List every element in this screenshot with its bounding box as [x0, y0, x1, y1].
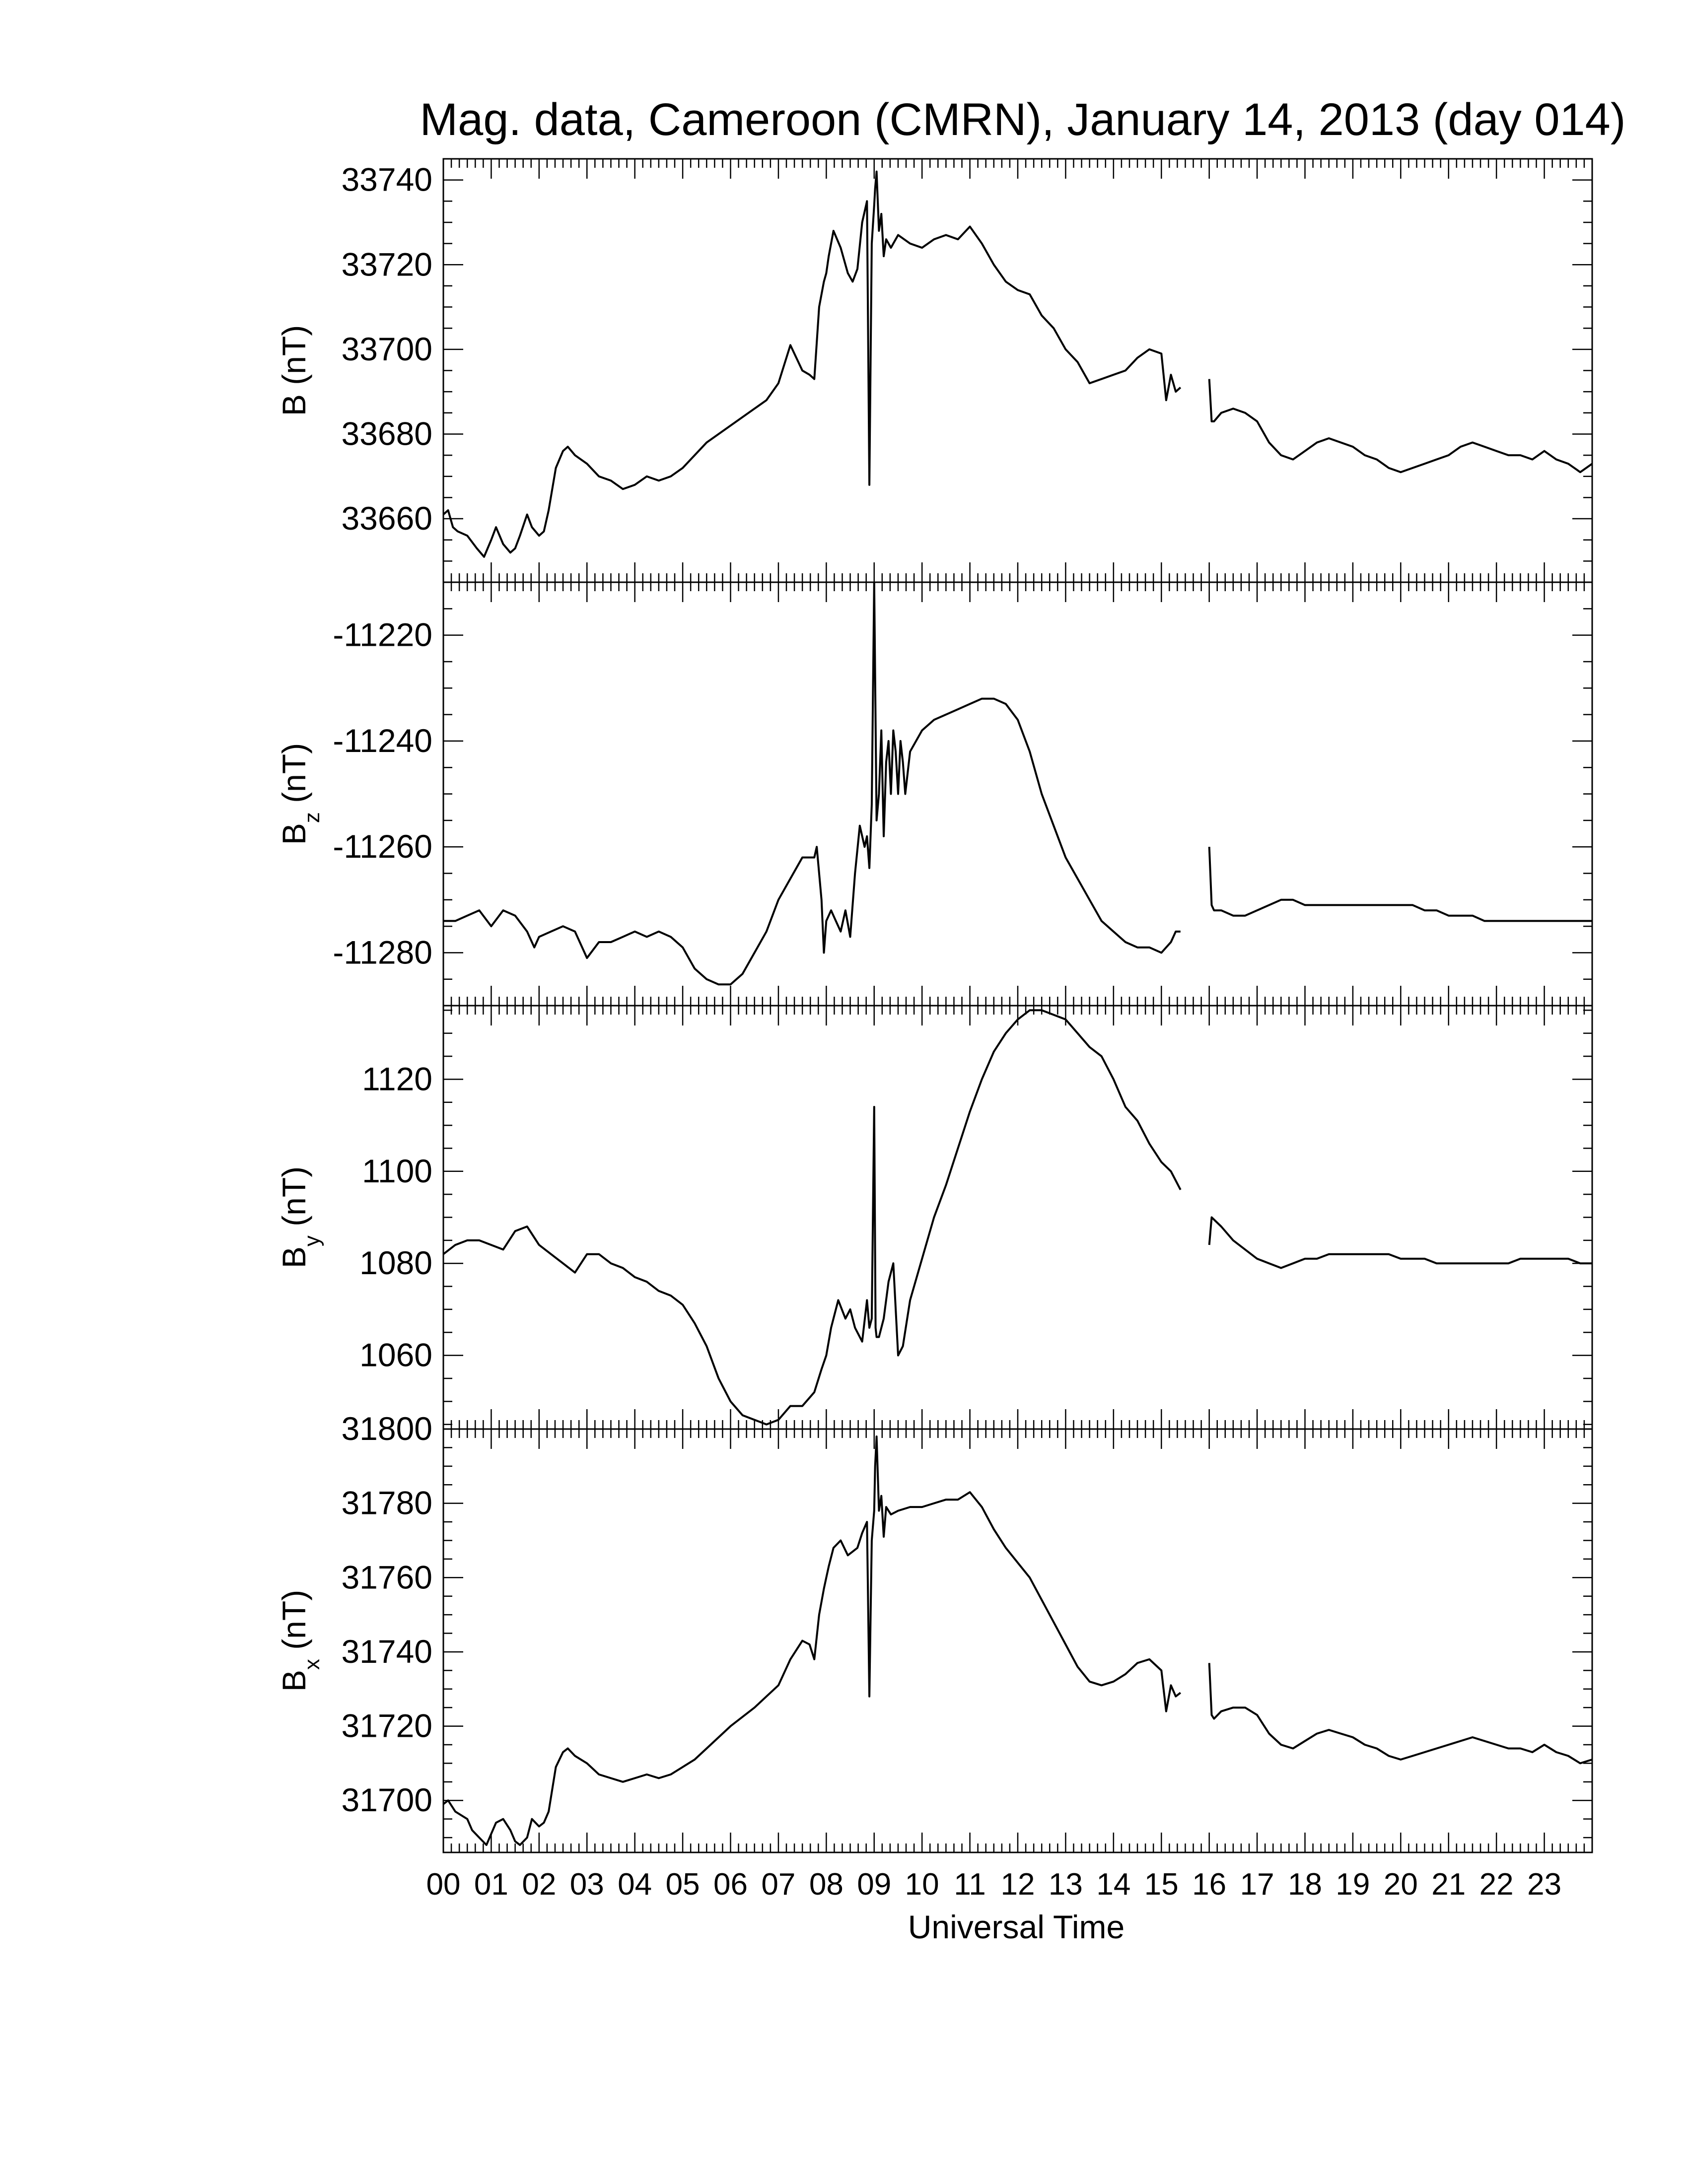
x-tick-label: 18: [1288, 1867, 1322, 1902]
y-tick-label: -11240: [333, 722, 432, 759]
x-tick-label: 01: [474, 1867, 508, 1902]
y-tick-label: 33700: [341, 330, 432, 367]
y-axis-label-spacer: [276, 385, 312, 394]
y-tick-label: 1100: [362, 1152, 432, 1189]
y-tick-label: 31740: [341, 1633, 432, 1670]
y-tick-label: 1060: [359, 1336, 432, 1373]
y-axis-label-sub: x: [300, 1659, 324, 1670]
y-axis-label-spacer: [276, 1650, 312, 1659]
x-tick-label: 10: [905, 1867, 939, 1902]
x-tick-label: 03: [569, 1867, 604, 1902]
x-tick-label: 16: [1192, 1867, 1227, 1902]
x-tick-label: 15: [1144, 1867, 1179, 1902]
y-axis-label-Bz: [276, 743, 324, 845]
x-tick-label: 13: [1048, 1867, 1083, 1902]
x-tick-label: 20: [1383, 1867, 1418, 1902]
series-line-B-segment-1: [1209, 379, 1592, 473]
y-tick-label: 31780: [341, 1484, 432, 1521]
x-tick-label: 12: [1000, 1867, 1035, 1902]
y-axis-label-spacer: [276, 1227, 312, 1235]
x-tick-label: 06: [713, 1867, 748, 1902]
y-axis-label-By: [276, 1166, 324, 1268]
y-tick-label: 33660: [341, 500, 432, 537]
series-line-Bx-segment-1: [1209, 1663, 1592, 1763]
panel-frame-Bz: [443, 582, 1592, 1006]
y-axis-label-main: B: [276, 823, 312, 845]
y-tick-label: -11220: [333, 616, 432, 653]
panel-By: [276, 1006, 1592, 1429]
x-tick-label: 00: [426, 1867, 461, 1902]
y-tick-label: 33740: [341, 161, 432, 198]
y-axis-label-main: B: [276, 1670, 312, 1692]
x-tick-label: 08: [809, 1867, 844, 1902]
y-tick-label: -11260: [333, 828, 432, 865]
series-line-By-segment-1: [1209, 1218, 1592, 1268]
series-line-Bz-segment-0: [443, 582, 1181, 984]
y-axis-label-Bx: [276, 1590, 324, 1692]
y-tick-label: 31800: [341, 1410, 432, 1447]
panel-frame-Bx: [443, 1429, 1592, 1852]
chart-title: Mag. data, Cameroon (CMRN), January 14, 2013 (day 014): [420, 94, 1626, 145]
y-axis-label-sub: y: [300, 1235, 324, 1247]
x-axis-label: Universal Time: [908, 1909, 1125, 1945]
x-tick-label: 14: [1096, 1867, 1131, 1902]
y-tick-label: 1080: [359, 1244, 432, 1282]
y-axis-label-sub: z: [300, 812, 324, 823]
x-tick-label: 05: [665, 1867, 700, 1902]
panel-Bz: [276, 582, 1592, 1006]
y-axis-label-unit: (nT): [276, 743, 312, 803]
x-tick-label: 11: [954, 1867, 986, 1902]
x-tick-label: 21: [1431, 1867, 1466, 1902]
x-tick-label: 22: [1479, 1867, 1514, 1902]
y-tick-label: 31720: [341, 1707, 432, 1744]
x-tick-label: 02: [522, 1867, 557, 1902]
x-tick-label: 04: [618, 1867, 652, 1902]
y-axis-label-main: B: [276, 394, 312, 416]
series-line-Bz-segment-1: [1209, 847, 1592, 921]
panel-frame-By: [443, 1006, 1592, 1429]
panel-Bx: [276, 1410, 1592, 1852]
y-tick-label: 33680: [341, 415, 432, 452]
panel-B: [276, 159, 1592, 582]
y-axis-label-unit: (nT): [276, 1166, 312, 1227]
y-tick-label: 31700: [341, 1781, 432, 1819]
x-tick-label: 23: [1527, 1867, 1562, 1902]
series-line-B-segment-0: [443, 172, 1181, 557]
y-axis-label-main: B: [276, 1246, 312, 1269]
y-tick-label: 1120: [362, 1060, 432, 1097]
y-axis-label-spacer: [276, 803, 312, 812]
x-tick-label: 09: [857, 1867, 892, 1902]
y-tick-label: 31760: [341, 1559, 432, 1596]
panel-frame-B: [443, 159, 1592, 582]
y-tick-label: 33720: [341, 246, 432, 283]
panels: [276, 159, 1592, 1902]
y-axis-label-unit: (nT): [276, 325, 312, 385]
x-tick-label: 17: [1240, 1867, 1274, 1902]
series-line-By-segment-0: [443, 1010, 1181, 1424]
y-axis-label-unit: (nT): [276, 1589, 312, 1650]
x-tick-label: 19: [1336, 1867, 1370, 1902]
y-tick-label: -11280: [333, 934, 432, 971]
series-line-Bx-segment-0: [443, 1436, 1181, 1845]
y-axis-label-B: [276, 325, 312, 416]
x-tick-label: 07: [761, 1867, 796, 1902]
